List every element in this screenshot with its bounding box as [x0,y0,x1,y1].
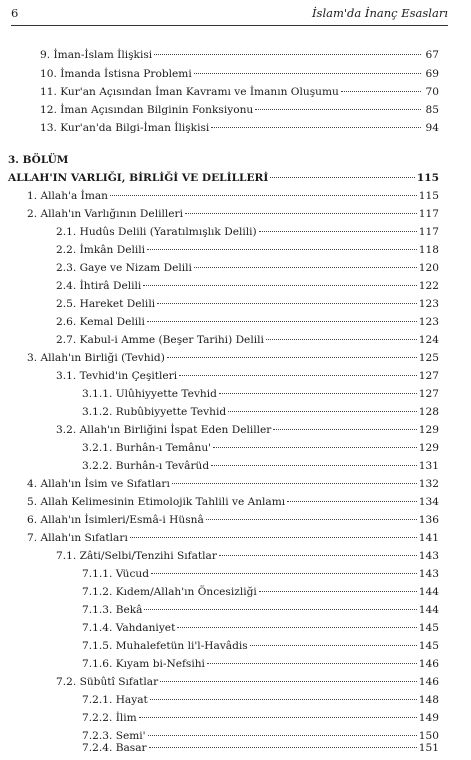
toc-entry[interactable]: 2.2. İmkân Delili 118 [56,244,439,256]
toc-entry[interactable]: 7.1.5. Muhalefetün li'l-Havâdis 145 [82,640,439,652]
toc-entry[interactable]: 6. Allah'ın İsimleri/Esmâ-i Hüsnâ 136 [27,514,439,526]
toc-entry[interactable]: 1. Allah'a İman 115 [27,190,439,202]
toc-entry[interactable]: 3.2. Allah'ın Birliğini İspat Eden Deliller 129 [56,424,439,436]
toc-entry[interactable]: 2.1. Hudûs Delili (Yaratılmışlık Delili) 117 [56,226,439,238]
toc-entry[interactable]: 7. Allah'ın Sıfatları 141 [27,532,439,544]
toc-entry[interactable]: 7.2. Sübûtî Sıfatlar 146 [56,676,439,688]
chapter-title-entry[interactable]: ALLAH'IN VARLIĞI, BİRLİĞİ VE DELİLLERİ 115 [8,172,439,184]
toc-entry[interactable]: 3.1.2. Rubûbiyyette Tevhid 128 [82,406,439,418]
toc-entry[interactable]: 2.6. Kemal Delili 123 [56,316,439,328]
toc-entry[interactable]: 2.4. İhtirâ Delili 122 [56,280,439,292]
toc-entry[interactable]: 3.2.1. Burhân-ı Temânu' 129 [82,442,439,454]
toc-entry[interactable]: 10. İmanda İstisna Problemi 69 [40,68,439,80]
toc-entry[interactable]: 7.2.1. Hayat 148 [82,694,439,706]
header-rule [11,25,448,26]
toc-entry[interactable]: 12. İman Açısından Bilginin Fonksiyonu 85 [40,104,439,116]
running-title: İslam'da İnanç Esasları [312,6,448,20]
toc-entry[interactable]: 7.1.2. Kıdem/Allah'ın Öncesizliği 144 [82,586,439,598]
toc-entry[interactable]: 11. Kur'an Açısından İman Kavramı ve İmanın Oluşumu 70 [40,86,439,98]
toc-entry[interactable]: 5. Allah Kelimesinin Etimolojik Tahlili ve Anlamı 134 [27,496,439,508]
toc-entry[interactable]: 4. Allah'ın İsim ve Sıfatları 132 [27,478,439,490]
toc-entry[interactable]: 3. Allah'ın Birliği (Tevhid) 125 [27,352,439,364]
toc-entry[interactable]: 7.1. Zâti/Selbi/Tenzihi Sıfatlar 143 [56,550,439,562]
toc-entry[interactable]: 2.3. Gaye ve Nizam Delili 120 [56,262,439,274]
toc-entry[interactable]: 7.1.3. Bekâ 144 [82,604,439,616]
toc-entry[interactable]: 7.2.3. Semi' 150 [82,730,439,742]
toc-entry[interactable]: 2.5. Hareket Delili 123 [56,298,439,310]
toc-entry[interactable]: 13. Kur'an'da Bilgi-İman İlişkisi 94 [40,122,439,134]
toc-entry[interactable]: 7.1.4. Vahdaniyet 145 [82,622,439,634]
toc-entry[interactable]: 7.2.2. İlim 149 [82,712,439,724]
toc-entry[interactable]: 7.2.4. Basar 151 [82,742,439,754]
chapter-heading: 3. BÖLÜM [8,154,69,166]
toc-entry[interactable]: 3.1. Tevhid'in Çeşitleri 127 [56,370,439,382]
toc-entry[interactable]: 7.1.6. Kıyam bi-Nefsihi 146 [82,658,439,670]
toc-entry[interactable]: 3.2.2. Burhân-ı Tevârüd 131 [82,460,439,472]
running-header [11,6,448,22]
toc-entry[interactable]: 2.7. Kabul-i Amme (Beşer Tarihi) Delili 124 [56,334,439,346]
toc-entry[interactable]: 7.1.1. Vücud 143 [82,568,439,580]
toc-entry[interactable]: 2. Allah'ın Varlığının Delilleri 117 [27,208,439,220]
toc-entry[interactable]: 9. İman-İslam İlişkisi 67 [40,49,439,61]
toc-entry[interactable]: 3.1.1. Ulûhiyyette Tevhid 127 [82,388,439,400]
page-number: 6 [11,6,19,20]
